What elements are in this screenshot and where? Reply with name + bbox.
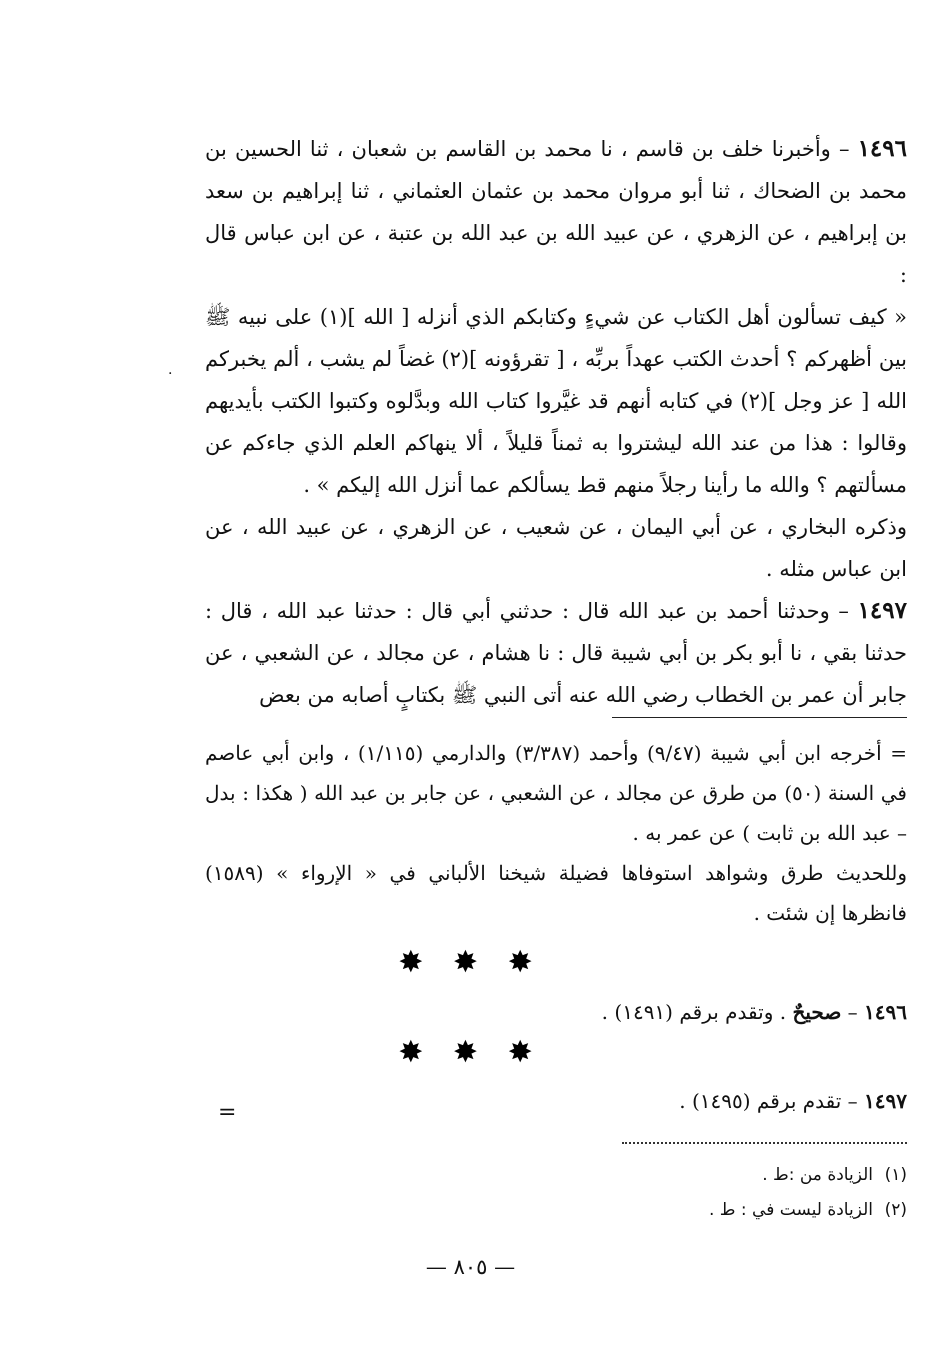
grade-1497 bbox=[205, 1083, 907, 1119]
grade-dash: – bbox=[841, 1000, 865, 1024]
hadith-text: – وحدثنا أحمد بن عبد الله قال : حدثني أبي قال : حدثنا عبد الله ، قال : حدثنا بقي ، نا أبو بكر بن أبي شيبة قال : نا هشام ، عن مجالد ، عن الشعبي ، عن جابر أن عمر بن الخطاب رضي الله عنه أتى النبي ﷺ بكتابٍ أصابه من بعض bbox=[205, 599, 907, 707]
hadith-quote: « كيف تسألون أهل الكتاب عن شيءٍ وكتابكم الذي أنزله [ الله ](١) على نبيه ﷺ بين أظهركم ؟ أحدث الكتب عهداً بربِّه ، [ تقرؤونه ](٢) غضاً لم يشب ، ألم يخبركم الله [ عز وجل ](٢) في كتابه أنهم قد غيَّروا كتاب الله وبدَّلوه وكتبوا الكتب بأيديهم وقالوا : هذا من عند الله ليشتروا به ثمناً قليلاً ، ألا ينهاكم العلم الذي جاءكم عن مسألتهم ؟ والله ما رأينا رجلاً منهم قط يسألكم عما أنزل الله إليكم » . bbox=[205, 305, 907, 497]
footnote-number: (١) bbox=[884, 1165, 907, 1185]
takhrij-line: وللحديث طرق وشواهد استوفاها فضيلة شيخنا الألباني في « الإرواء » (١٥٨٩) فانظرها إن شئت . bbox=[205, 861, 907, 925]
grade-text: – تقدم برقم (١٤٩٥) . bbox=[679, 1089, 865, 1113]
takhrij-line: = أخرجه ابن أبي شيبة (٩/٤٧) وأحمد (٣/٣٨٧) والدارمي (١/١١٥) ، وابن أبي عاصم في السنة (٥٠) من طرق عن مجالد ، عن الشعبي ، عن جابر بن عبد الله ( هكذا : بدل – عبد الله بن ثابت ) عن عمر به . bbox=[205, 741, 907, 845]
footnote bbox=[205, 1160, 907, 1190]
footnote-divider bbox=[612, 717, 907, 718]
footnote-text: الزيادة ليست في : ط . bbox=[708, 1200, 873, 1220]
grade-text: . وتقدم برقم (١٤٩١) . bbox=[601, 1000, 793, 1024]
bukhari-note: وذكره البخاري ، عن أبي اليمان ، عن شعيب ، عن الزهري ، عن عبيد الله ، عن ابن عباس مثله . bbox=[205, 515, 907, 581]
section-separator: ✸ ✸ ✸ bbox=[398, 1035, 543, 1070]
hadith-text: – وأخبرنا خلف بن قاسم ، نا محمد بن القاسم بن شعبان ، ثنا الحسين بن محمد بن الضحاك ، ثنا أبو مروان محمد بن عثمان العثماني ، ثنا إبراهيم بن سعد بن إبراهيم ، عن الزهري ، عن عبيد الله بن عبد الله بن عتبة ، عن ابن عباس قال : bbox=[205, 137, 907, 287]
hadith-number: ١٤٩٧ bbox=[857, 597, 907, 624]
main-text bbox=[205, 128, 907, 716]
hadith-number: ١٤٩٦ bbox=[857, 135, 907, 162]
hadith-1496 bbox=[205, 128, 907, 296]
page-number: — ٨٠٥ — bbox=[425, 1255, 516, 1279]
grade-1496 bbox=[205, 994, 907, 1030]
continuation-mark: = bbox=[218, 1100, 237, 1125]
grade-label: صحيحٌ bbox=[792, 1000, 842, 1024]
section-separator: ✸ ✸ ✸ bbox=[398, 945, 543, 980]
margin-mark: . bbox=[168, 362, 173, 378]
footnote-dotted-divider bbox=[622, 1142, 907, 1144]
footnote-number: (٢) bbox=[884, 1200, 907, 1220]
footnote bbox=[205, 1195, 907, 1225]
footnote-text: الزيادة من :ط . bbox=[762, 1165, 873, 1185]
grade-number: ١٤٩٦ bbox=[864, 1000, 907, 1024]
hadith-1497 bbox=[205, 590, 907, 716]
grade-number: ١٤٩٧ bbox=[864, 1089, 907, 1113]
takhrij-notes bbox=[205, 733, 907, 933]
